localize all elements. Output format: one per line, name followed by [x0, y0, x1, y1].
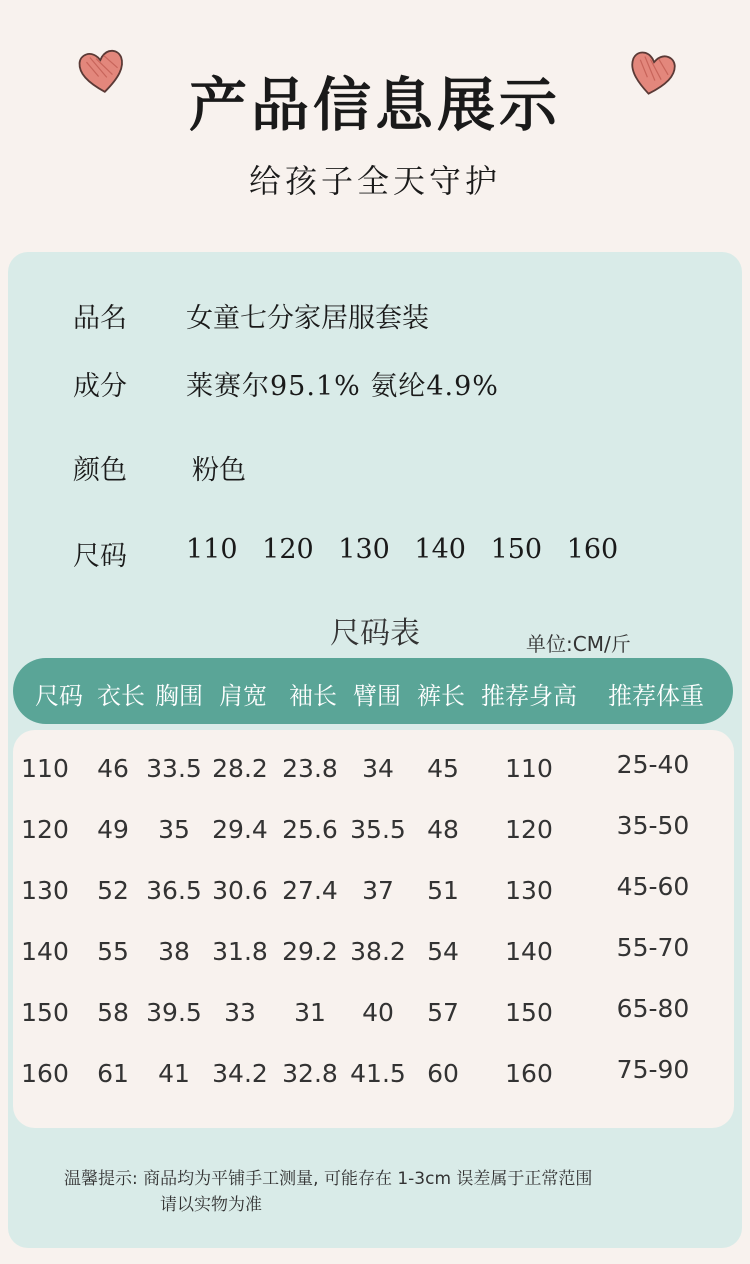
cell-shoulder: 28.2	[212, 754, 268, 783]
note-line-1: 温馨提示: 商品均为平铺手工测量, 可能存在 1-3cm 误差属于正常范围	[64, 1169, 593, 1189]
cell-arm: 41.5	[350, 1059, 406, 1088]
size-chart-title: 尺码表	[330, 616, 420, 651]
cell-size: 120	[21, 815, 69, 844]
cell-height: 120	[505, 815, 553, 844]
cell-weight: 35-50	[616, 811, 690, 840]
cell-pants: 51	[427, 876, 459, 905]
material-value: 莱赛尔95.1% 氨纶4.9%	[186, 371, 499, 402]
info-row-material	[8, 364, 742, 404]
table-row	[13, 750, 734, 794]
cell-length: 55	[97, 937, 129, 966]
header-size: 尺码	[35, 682, 83, 710]
info-row-sizes	[8, 534, 742, 574]
cell-chest: 35	[158, 815, 190, 844]
cell-sleeve: 23.8	[282, 754, 338, 783]
header-length: 衣长	[97, 682, 145, 710]
cell-sleeve: 25.6	[282, 815, 338, 844]
cell-length: 61	[97, 1059, 129, 1088]
cell-pants: 48	[427, 815, 459, 844]
cell-weight: 75-90	[616, 1055, 690, 1084]
cell-pants: 45	[427, 754, 459, 783]
cell-length: 52	[97, 876, 129, 905]
product-info-panel	[8, 252, 742, 1248]
cell-size: 130	[21, 876, 69, 905]
cell-weight: 25-40	[616, 750, 690, 779]
cell-sleeve: 32.8	[282, 1059, 338, 1088]
cell-arm: 35.5	[350, 815, 406, 844]
page-subtitle: 给孩子全天守护	[248, 162, 501, 200]
name-label: 品名	[73, 303, 127, 334]
cell-height: 160	[505, 1059, 553, 1088]
size-option: 120	[262, 534, 314, 565]
cell-weight: 55-70	[616, 933, 690, 962]
cell-sleeve: 27.4	[282, 876, 338, 905]
cell-chest: 38	[158, 937, 190, 966]
cell-pants: 54	[427, 937, 459, 966]
table-row	[13, 1055, 734, 1099]
size-option: 130	[338, 534, 390, 565]
info-row-name	[8, 296, 742, 336]
unit-label: 单位:CM/斤	[526, 632, 631, 656]
material-label: 成分	[73, 371, 127, 402]
cell-shoulder: 31.8	[212, 937, 268, 966]
note-line-2: 请以实物为准	[160, 1195, 262, 1215]
cell-height: 110	[505, 754, 553, 783]
size-label: 尺码	[73, 541, 127, 572]
header-pants: 裤长	[417, 682, 465, 710]
cell-length: 46	[97, 754, 129, 783]
cell-size: 160	[21, 1059, 69, 1088]
cell-chest: 39.5	[146, 998, 202, 1027]
header-weight: 推荐体重	[608, 682, 704, 710]
table-row	[13, 811, 734, 855]
table-row	[13, 872, 734, 916]
cell-pants: 57	[427, 998, 459, 1027]
cell-shoulder: 30.6	[212, 876, 268, 905]
page-title: 产品信息展示	[188, 71, 561, 139]
cell-chest: 36.5	[146, 876, 202, 905]
info-row-color	[8, 448, 742, 488]
header-shoulder: 肩宽	[219, 682, 267, 710]
cell-chest: 41	[158, 1059, 190, 1088]
cell-height: 150	[505, 998, 553, 1027]
size-chart-table	[13, 730, 734, 1128]
size-option: 140	[414, 534, 466, 565]
cell-arm: 34	[362, 754, 394, 783]
cell-pants: 60	[427, 1059, 459, 1088]
measurement-note	[64, 1166, 592, 1218]
color-value: 粉色	[192, 455, 246, 486]
header-sleeve: 袖长	[289, 682, 337, 710]
header-chest: 胸围	[155, 682, 203, 710]
cell-size: 150	[21, 998, 69, 1027]
cell-weight: 45-60	[616, 872, 690, 901]
name-value: 女童七分家居服套装	[186, 303, 429, 334]
cell-arm: 40	[362, 998, 394, 1027]
cell-sleeve: 29.2	[282, 937, 338, 966]
cell-shoulder: 33	[224, 998, 256, 1027]
cell-chest: 33.5	[146, 754, 202, 783]
cell-arm: 38.2	[350, 937, 406, 966]
table-row	[13, 994, 734, 1038]
cell-arm: 37	[362, 876, 394, 905]
size-chart-header	[13, 658, 733, 724]
cell-height: 140	[505, 937, 553, 966]
cell-shoulder: 29.4	[212, 815, 268, 844]
cell-sleeve: 31	[294, 998, 326, 1027]
cell-shoulder: 34.2	[212, 1059, 268, 1088]
size-option: 110	[186, 534, 238, 565]
size-option: 160	[566, 534, 619, 565]
header-arm: 臂围	[353, 682, 401, 710]
cell-size: 110	[21, 754, 69, 783]
cell-height: 130	[505, 876, 553, 905]
size-list	[186, 534, 634, 565]
header-height: 推荐身高	[481, 682, 577, 710]
cell-weight: 65-80	[616, 994, 690, 1023]
cell-length: 58	[97, 998, 129, 1027]
cell-size: 140	[21, 937, 69, 966]
table-row	[13, 933, 734, 977]
cell-length: 49	[97, 815, 129, 844]
color-label: 颜色	[73, 455, 127, 486]
size-option: 150	[490, 534, 543, 565]
